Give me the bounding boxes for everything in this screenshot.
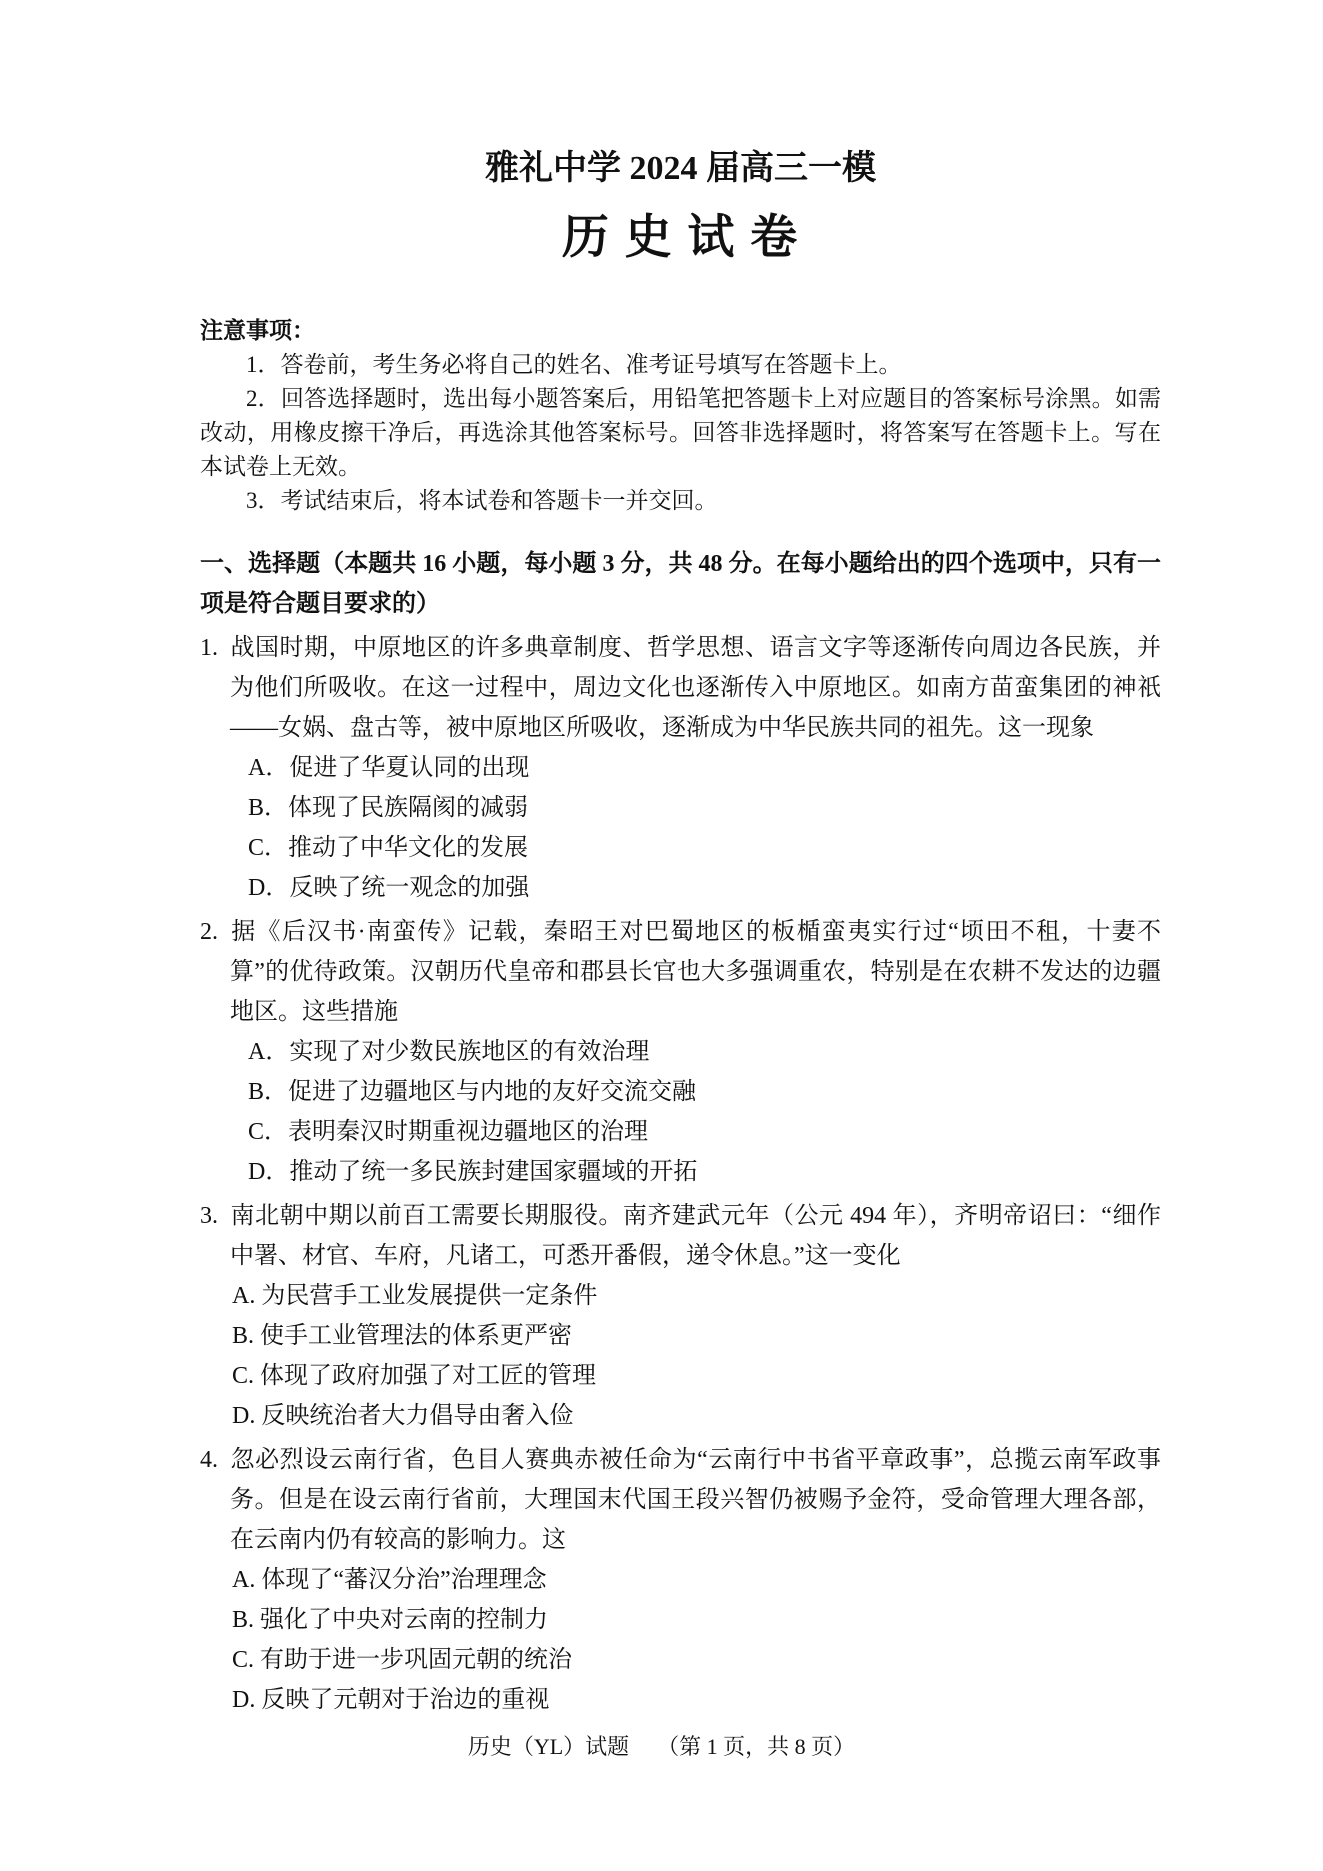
question-1-stem bbox=[200, 628, 1161, 748]
question-1-number: 1. bbox=[200, 635, 218, 661]
section-heading: 一、选择题（本题共 16 小题，每小题 3 分，共 48 分。在每小题给出的四个选项中，只有一项是符合题目要求的） bbox=[200, 551, 1161, 617]
question-4-option-a: A. 体现了“蕃汉分治”治理理念 bbox=[232, 1567, 547, 1593]
notice-item-3: 3．考试结束后，将本试卷和答题卡一并交回。 bbox=[246, 488, 718, 513]
notice-heading: 注意事项： bbox=[200, 318, 315, 343]
question-1-stem-text: 战国时期，中原地区的许多典章制度、哲学思想、语言文字等逐渐传向周边各民族，并为他们所吸收。在这一过程中，周边文化也逐渐传入中原地区。如南方苗蛮集团的神祇——女娲、盘古等，被中原地区所吸收，逐渐成为中华民族共同的祖先。这一现象 bbox=[230, 635, 1161, 741]
question-2-number: 2. bbox=[200, 919, 218, 945]
question-1 bbox=[200, 628, 1161, 908]
question-3-option-c: C. 体现了政府加强了对工匠的管理 bbox=[232, 1363, 597, 1389]
page-title: 雅礼中学 2024 届高三一模 bbox=[485, 150, 876, 187]
question-4-option-d: D. 反映了元朝对于治边的重视 bbox=[232, 1687, 550, 1713]
question-4 bbox=[200, 1440, 1161, 1720]
question-4-stem-text: 忽必烈设云南行省，色目人赛典赤被任命为“云南行中书省平章政事”，总揽云南军政事务。但是在设云南行省前，大理国末代国王段兴智仍被赐予金符，受命管理大理各部，在云南内仍有较高的影响力。这 bbox=[230, 1447, 1161, 1553]
question-4-stem bbox=[200, 1440, 1161, 1560]
paper-label: 历史（YL）试题 bbox=[467, 1734, 630, 1759]
question-1-option-d: D．反映了统一观念的加强 bbox=[248, 875, 530, 901]
question-2-option-d: D．推动了统一多民族封建国家疆域的开拓 bbox=[248, 1159, 698, 1185]
question-2-option-a: A．实现了对少数民族地区的有效治理 bbox=[248, 1039, 650, 1065]
page-number-label: （第 1 页，共 8 页） bbox=[657, 1734, 856, 1759]
question-2-stem bbox=[200, 912, 1161, 1032]
question-3-stem bbox=[200, 1196, 1161, 1276]
question-2 bbox=[200, 912, 1161, 1192]
question-1-option-b: B．体现了民族隔阂的减弱 bbox=[248, 795, 529, 821]
question-3 bbox=[200, 1196, 1161, 1436]
question-4-option-b: B. 强化了中央对云南的控制力 bbox=[232, 1607, 549, 1633]
question-2-option-c: C．表明秦汉时期重视边疆地区的治理 bbox=[248, 1119, 649, 1145]
exam-title: 历 史 试 卷 bbox=[561, 212, 800, 264]
question-2-option-b: B．促进了边疆地区与内地的友好交流交融 bbox=[248, 1079, 697, 1105]
question-1-option-a: A．促进了华夏认同的出现 bbox=[248, 755, 530, 781]
question-2-stem-text: 据《后汉书·南蛮传》记载，秦昭王对巴蜀地区的板楯蛮夷实行过“顷田不租，十妻不算”的优待政策。汉朝历代皇帝和郡县长官也大多强调重农，特别是在农耕不发达的边疆地区。这些措施 bbox=[230, 919, 1161, 1025]
notice-item-2: 2．回答选择题时，选出每小题答案后，用铅笔把答题卡上对应题目的答案标号涂黑。如需改动，用橡皮擦干净后，再选涂其他答案标号。回答非选择题时，将答案写在答题卡上。写在本试卷上无效。 bbox=[200, 386, 1161, 479]
question-3-option-d: D. 反映统治者大力倡导由奢入俭 bbox=[232, 1403, 574, 1429]
question-4-option-c: C. 有助于进一步巩固元朝的统治 bbox=[232, 1647, 573, 1673]
question-3-stem-text: 南北朝中期以前百工需要长期服役。南齐建武元年（公元 494 年），齐明帝诏曰：“细作中署、材官、车府，凡诸工，可悉开番假，递令休息。”这一变化 bbox=[230, 1203, 1161, 1269]
question-3-option-b: B. 使手工业管理法的体系更严密 bbox=[232, 1323, 573, 1349]
page-footer bbox=[0, 1732, 1323, 1762]
question-1-option-c: C．推动了中华文化的发展 bbox=[248, 835, 529, 861]
notice-item-1: 1．答卷前，考生务必将自己的姓名、准考证号填写在答题卡上。 bbox=[246, 352, 902, 377]
question-3-option-a: A. 为民营手工业发展提供一定条件 bbox=[232, 1283, 598, 1309]
question-3-number: 3. bbox=[200, 1203, 218, 1229]
notice-section bbox=[200, 314, 1161, 518]
question-4-number: 4. bbox=[200, 1447, 218, 1473]
